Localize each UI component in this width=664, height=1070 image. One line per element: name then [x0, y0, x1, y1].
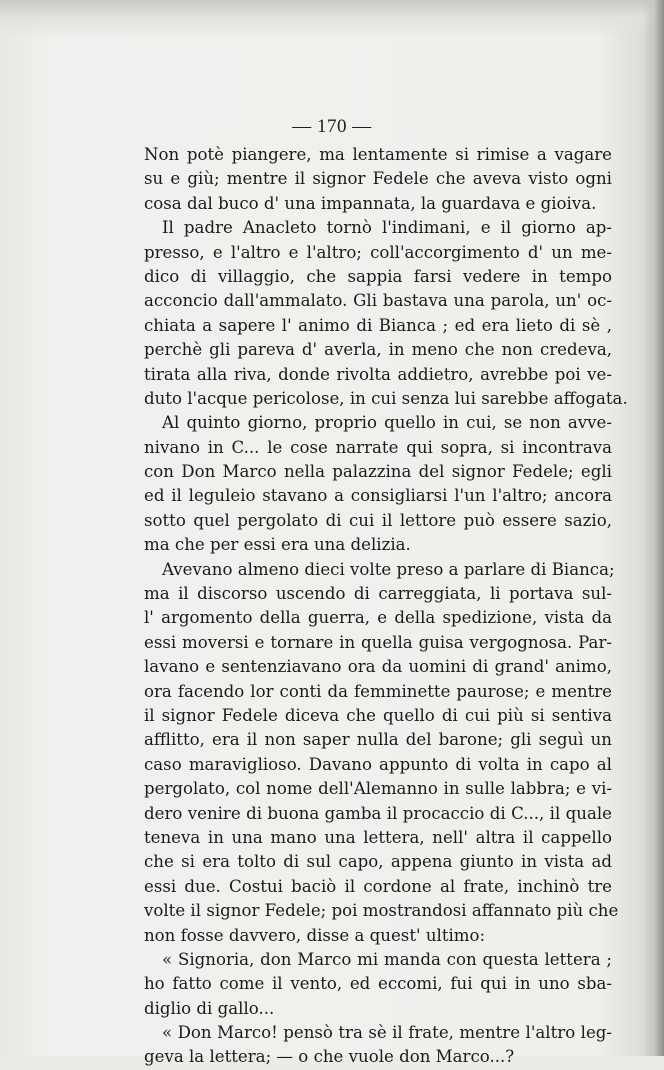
text-line: con Don Marco nella palazzina del signor Fedele; egli [144, 462, 612, 482]
text-line: diglio di gallo... [144, 998, 275, 1018]
text-line: il signor Fedele diceva che quello di cui più si sentiva [144, 705, 612, 725]
text-line: geva la lettera; — o che vuole don Marco...? [144, 1047, 515, 1067]
text-line: Al quinto giorno, proprio quello in cui, se non avve- [162, 413, 612, 433]
text-line: pergolato, col nome dell'Alemanno in sulle labbra; e vi- [144, 779, 612, 799]
text-line: nivano in C... le cose narrate qui sopra, si incontrava [144, 437, 612, 457]
scan-top-shadow [0, 0, 664, 38]
text-line: ma il discorso uscendo di carreggiata, li portava sul- [144, 584, 612, 604]
text-line: duto l'acque pericolose, in cui senza lui sarebbe affogata. [144, 388, 628, 408]
text-line: che si era tolto di sul capo, appena giunto in vista ad [144, 852, 612, 872]
text-line: Avevano almeno dieci volte preso a parlare di Bianca; [162, 559, 615, 579]
text-line: sotto quel pergolato di cui il lettore può essere sazio, [144, 510, 612, 530]
text-line: lavano e sentenziavano ora da uomini di grand' animo, [144, 657, 612, 677]
text-line: ho fatto come il vento, ed eccomi, fui qui in uno sba- [144, 974, 612, 994]
scan-right-edge [642, 0, 664, 1056]
text-line: volte il signor Fedele; poi mostrandosi affannato più che [144, 901, 619, 921]
text-line: perchè gli pareva d' averla, in meno che non credeva, [144, 340, 612, 360]
text-line: dero venire di buona gamba il procaccio di C..., il quale [144, 803, 612, 823]
text-line: ma che per essi era una delizia. [144, 535, 411, 555]
text-line: essi due. Costui baciò il cordone al frate, inchinò tre [144, 876, 612, 896]
text-line: ora facendo lor conti da femminette paurose; e mentre [144, 681, 612, 701]
text-line: dico di villaggio, che sappia farsi vedere in tempo [144, 266, 612, 286]
body-text [144, 143, 628, 1070]
text-line: non fosse davvero, disse a quest' ultimo: [144, 925, 486, 945]
text-line: essi moversi e tornare in quella guisa vergognosa. Par- [144, 632, 612, 652]
text-line: presso, e l'altro e l'altro; coll'accorgimento d' un me- [144, 242, 612, 262]
text-line: cosa dal buco d' una impannata, la guardava e gioiva. [144, 193, 597, 213]
text-line: teneva in una mano una lettera, nell' altra il cappello [144, 827, 612, 847]
text-line: afflitto, era il non saper nulla del barone; gli seguì un [144, 730, 612, 750]
page-number: — 170 — [292, 116, 372, 137]
text-line: l' argomento della guerra, e della spedizione, vista da [144, 608, 612, 628]
text-line: Il padre Anacleto tornò l'indimani, e il giorno ap- [162, 218, 612, 238]
text-line: ed il leguleio stavano a consigliarsi l'un l'altro; ancora [144, 486, 612, 506]
text-line: su e giù; mentre il signor Fedele che aveva visto ogni [144, 169, 612, 189]
text-line: « Don Marco! pensò tra sè il frate, mentre l'altro leg- [162, 1023, 612, 1043]
text-line: caso maraviglioso. Davano appunto di volta in capo al [144, 754, 612, 774]
text-line: chiata a sapere l' animo di Bianca ; ed era lieto di sè , [144, 315, 612, 335]
text-line: Non potè piangere, ma lentamente si rimise a vagare [144, 145, 612, 164]
text-line: tirata alla riva, donde rivolta addietro, avrebbe poi ve- [144, 364, 612, 384]
text-line: acconcio dall'ammalato. Gli bastava una parola, un' oc- [144, 291, 612, 311]
text-line: « Signoria, don Marco mi manda con questa lettera ; [162, 949, 612, 969]
